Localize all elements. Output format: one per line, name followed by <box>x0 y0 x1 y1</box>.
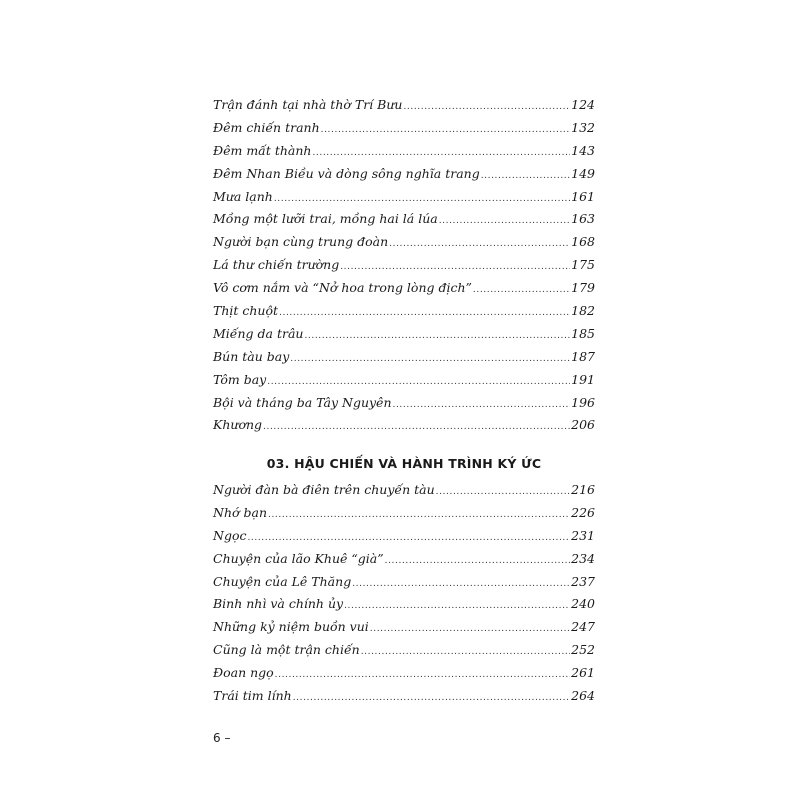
toc-entry-page: 161 <box>571 188 595 204</box>
toc-entry <box>213 277 595 300</box>
toc-entry <box>213 525 595 548</box>
toc-entry-page: 234 <box>571 550 595 566</box>
dot-leader <box>293 687 570 710</box>
toc-entry <box>213 186 595 209</box>
dot-leader <box>268 504 570 527</box>
toc-entry-page: 185 <box>571 325 595 341</box>
toc-entry-title: Chuyện của Lê Thăng <box>213 573 352 589</box>
toc-entry-title: Trận đánh tại nhà thờ Trí Bưu <box>213 97 403 112</box>
toc-entry <box>213 414 595 437</box>
toc-entry <box>213 208 595 231</box>
toc-entry <box>213 571 595 594</box>
dot-leader <box>439 210 570 233</box>
toc-entry-page: 149 <box>571 165 595 181</box>
dot-leader <box>267 371 570 394</box>
toc-entry <box>213 593 595 616</box>
dot-leader <box>340 256 570 279</box>
section-heading: 03. HẬU CHIẾN VÀ HÀNH TRÌNH KÝ ỨC <box>266 456 542 471</box>
toc-entry-page: 231 <box>571 527 595 543</box>
dot-leader <box>436 481 571 504</box>
toc-entry <box>213 117 595 140</box>
toc-entry-page: 216 <box>571 482 595 497</box>
toc-entry-page: 168 <box>571 234 595 250</box>
toc-entry-title: Người đàn bà điên trên chuyến tàu <box>213 482 435 497</box>
dot-leader <box>247 527 570 550</box>
toc-entry-title: Đoan ngọ <box>213 665 274 681</box>
toc-entry-title: Người bạn cùng trung đoàn <box>213 234 389 250</box>
toc-entry <box>213 502 595 525</box>
toc-entry <box>213 369 595 392</box>
dot-leader <box>279 302 570 325</box>
toc-list-continued <box>213 94 595 437</box>
toc-entry-title: Những kỷ niệm buồn vui <box>213 619 369 635</box>
page-number: 6 – <box>213 731 231 745</box>
toc-entry-page: 143 <box>571 142 595 158</box>
toc-entry <box>213 300 595 323</box>
toc-entry <box>213 685 595 708</box>
toc-entry <box>213 662 595 685</box>
toc-entry-page: 252 <box>571 642 595 658</box>
toc-entry-page: 247 <box>571 619 595 635</box>
toc-entry <box>213 392 595 415</box>
toc-entry <box>213 323 595 346</box>
dot-leader <box>370 618 570 641</box>
toc-entry <box>213 548 595 571</box>
toc-entry-title: Bội và tháng ba Tây Nguyên <box>213 394 392 410</box>
toc-entry <box>213 231 595 254</box>
toc-entry-title: Khương <box>213 417 263 433</box>
toc-entry-title: Tôm bay <box>213 371 267 387</box>
toc-entry-page: 226 <box>571 504 595 520</box>
toc-entry-title: Lá thư chiến trường <box>213 257 340 273</box>
toc-entry-page: 132 <box>571 119 595 135</box>
toc-entry-page: 237 <box>571 573 595 589</box>
dot-leader <box>275 664 570 687</box>
toc-entry-title: Trái tim lính <box>213 688 292 704</box>
toc-entry <box>213 163 595 186</box>
dot-leader <box>403 96 570 119</box>
dot-leader <box>274 188 570 211</box>
toc-entry-page: 206 <box>571 417 595 433</box>
toc-entry-title: Mồng một lưỡi trai, mồng hai lá lúa <box>213 211 438 227</box>
toc-entry-title: Chuyện của lão Khuê “già” <box>213 550 384 566</box>
toc-entry-title: Binh nhì và chính ủy <box>213 596 344 612</box>
toc-entry-title: Đêm mất thành <box>213 142 312 158</box>
toc-entry-title: Đêm Nhan Biều và dòng sông nghĩa trang <box>213 165 480 181</box>
toc-entry-page: 124 <box>571 97 595 112</box>
toc-entry-page: 261 <box>571 665 595 681</box>
toc-entry-title: Cũng là một trận chiến <box>213 642 360 658</box>
dot-leader <box>312 142 570 165</box>
toc-entry-title: Thịt chuột <box>213 303 279 319</box>
toc-entry-title: Bún tàu bay <box>213 348 290 364</box>
toc-list-section-03 <box>213 479 595 708</box>
dot-leader <box>481 165 570 188</box>
toc-entry-title: Đêm chiến tranh <box>213 119 320 135</box>
toc-entry <box>213 346 595 369</box>
toc-entry-title: Mưa lạnh <box>213 188 273 204</box>
dot-leader <box>389 233 570 256</box>
dot-leader <box>393 394 571 417</box>
dot-leader <box>263 416 570 439</box>
toc-entry <box>213 94 595 117</box>
dot-leader <box>352 573 570 596</box>
toc-entry-page: 191 <box>571 371 595 387</box>
toc-entry-title: Miếng da trâu <box>213 325 304 341</box>
toc-entry <box>213 140 595 163</box>
toc-entry-title: Nhớ bạn <box>213 504 267 520</box>
toc-entry <box>213 639 595 662</box>
toc-entry-page: 182 <box>571 303 595 319</box>
dot-leader <box>290 348 570 371</box>
dot-leader <box>473 279 570 302</box>
toc-entry-page: 196 <box>571 394 595 410</box>
dot-leader <box>361 641 570 664</box>
dot-leader <box>304 325 570 348</box>
dot-leader <box>321 119 571 142</box>
toc-entry-page: 163 <box>571 211 595 227</box>
toc-entry-page: 175 <box>571 257 595 273</box>
dot-leader <box>344 595 570 618</box>
toc-entry-title: Ngọc <box>213 527 247 543</box>
toc-entry <box>213 479 595 502</box>
toc-entry-page: 264 <box>571 688 595 704</box>
toc-entry <box>213 254 595 277</box>
dot-leader <box>385 550 571 573</box>
toc-entry <box>213 616 595 639</box>
toc-entry-page: 179 <box>571 280 595 296</box>
toc-entry-title: Vô cơm nắm và “Nở hoa trong lòng địch” <box>213 280 472 296</box>
toc-entry-page: 240 <box>571 596 595 612</box>
toc-entry-page: 187 <box>571 348 595 364</box>
